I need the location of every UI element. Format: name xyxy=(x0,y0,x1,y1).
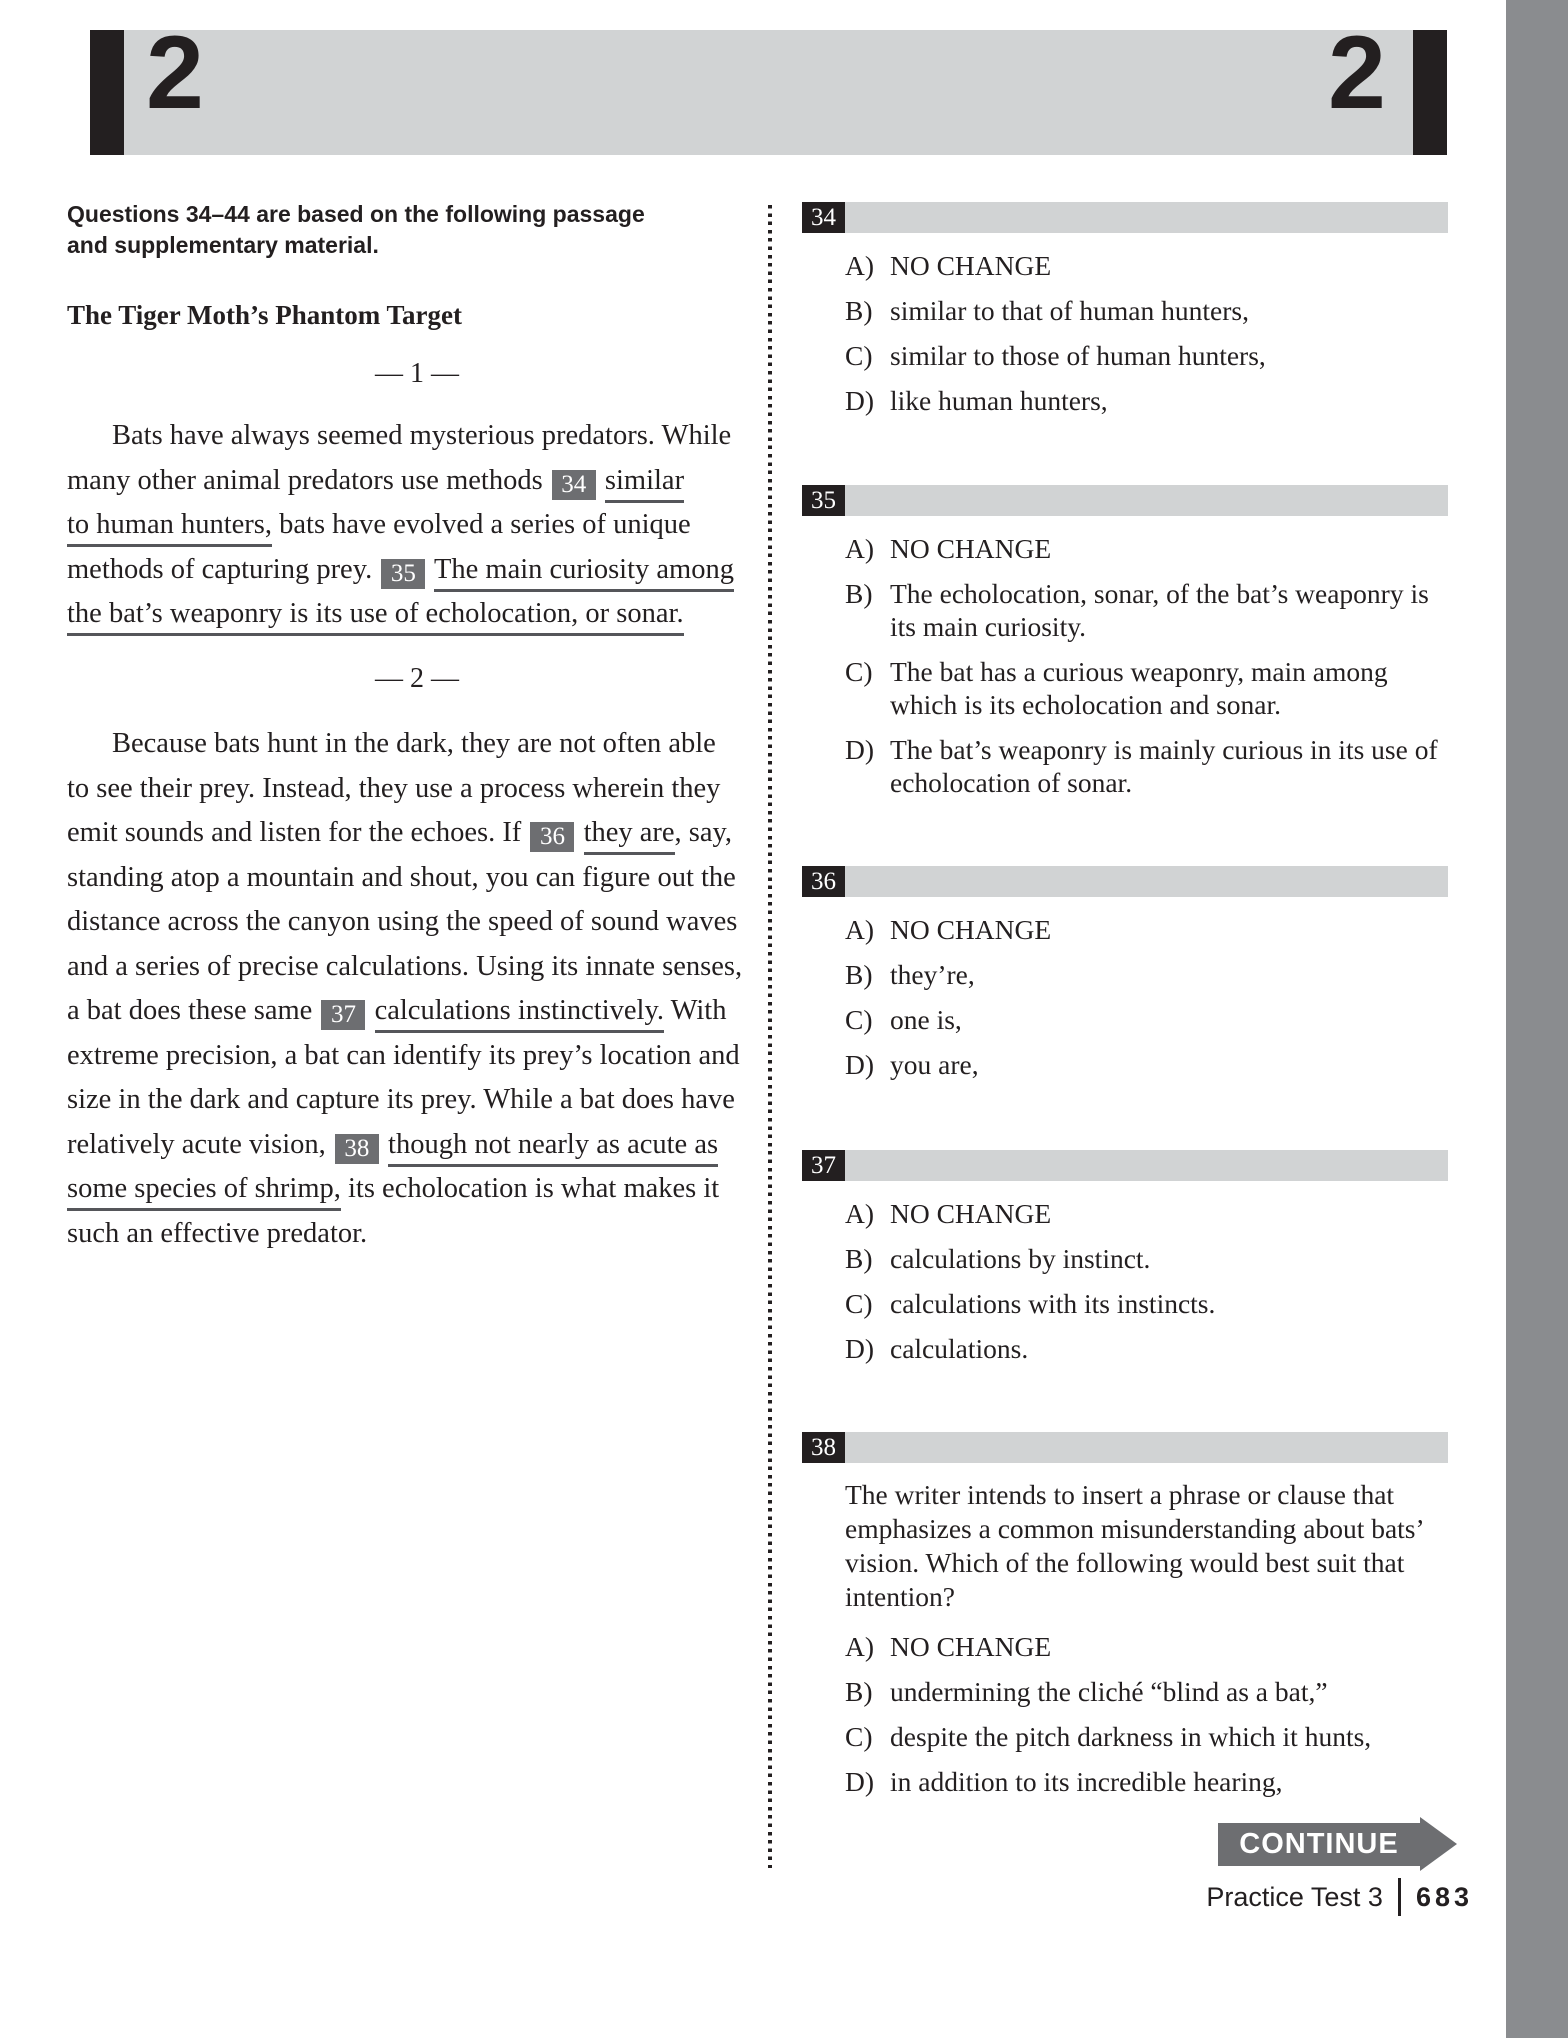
option-d xyxy=(802,733,1448,799)
header-right-black-tab xyxy=(1413,30,1447,155)
inline-question-number-box: 36 xyxy=(530,822,574,852)
option-c xyxy=(802,1003,1448,1036)
option-d xyxy=(802,1048,1448,1081)
option-c xyxy=(802,1287,1448,1320)
underlined-phrase: The main curiosity among xyxy=(434,554,734,592)
passage-line xyxy=(67,592,775,637)
footer-divider xyxy=(1398,1878,1401,1916)
underlined-phrase: the bat’s weaponry is its use of echolocation, or sonar. xyxy=(67,598,684,636)
question-header-bar xyxy=(802,1432,1448,1463)
question-34 xyxy=(802,202,1448,429)
option-text-line: similar to that of human hunters, xyxy=(890,295,1249,326)
option-letter: B) xyxy=(845,959,873,990)
option-text-line: you are, xyxy=(890,1049,979,1080)
option-text-line: echolocation of sonar. xyxy=(890,767,1133,798)
question-header-bar xyxy=(802,1150,1448,1181)
stem-line: vision. Which of the following would best suit that xyxy=(845,1547,1405,1578)
question-number: 35 xyxy=(802,485,845,516)
continue-label: CONTINUE xyxy=(1239,1828,1399,1860)
header-left-black-tab xyxy=(90,30,124,155)
passage-text: bats have evolved a series of unique xyxy=(272,509,691,540)
passage-directions xyxy=(67,199,767,261)
question-36 xyxy=(802,866,1448,1093)
passage-text: a bat does these same xyxy=(67,995,320,1026)
column-divider-dotted xyxy=(768,205,772,1868)
answer-options xyxy=(802,249,1448,417)
section-number-left: 2 xyxy=(146,15,204,131)
option-a xyxy=(802,1630,1448,1663)
stem-line: intention? xyxy=(845,1581,955,1612)
passage-text xyxy=(367,995,374,1026)
section-mark-2: — 2 — xyxy=(375,663,459,694)
question-number: 34 xyxy=(802,202,845,233)
passage-line xyxy=(67,1034,775,1079)
option-text-line: its main curiosity. xyxy=(890,611,1087,642)
passage-text: , say, xyxy=(674,817,733,848)
passage-text: such an effective predator. xyxy=(67,1217,368,1249)
passage-line xyxy=(67,856,775,901)
passage-line xyxy=(67,1078,775,1123)
option-letter: C) xyxy=(845,340,873,371)
section-number-right: 2 xyxy=(1328,15,1386,131)
passage-line xyxy=(67,767,775,812)
option-text-line: despite the pitch darkness in which it hunts, xyxy=(890,1721,1372,1752)
option-letter: A) xyxy=(845,1631,875,1662)
option-a xyxy=(802,913,1448,946)
option-letter: D) xyxy=(845,1333,875,1364)
page-footer xyxy=(1206,1878,1473,1916)
inline-question-number-box: 35 xyxy=(381,559,425,589)
option-text-line: The echolocation, sonar, of the bat’s weaponry is xyxy=(890,578,1429,609)
option-b xyxy=(802,958,1448,991)
passage-line xyxy=(67,811,775,856)
passage-line xyxy=(67,503,775,548)
option-b xyxy=(802,1242,1448,1275)
underlined-phrase: similar xyxy=(605,465,684,503)
passage-line xyxy=(67,989,775,1034)
option-text-line: similar to those of human hunters, xyxy=(890,340,1266,371)
underlined-phrase: though not nearly as acute as xyxy=(388,1129,718,1167)
passage-paragraph-1 xyxy=(67,414,775,637)
continue-button xyxy=(1218,1823,1420,1866)
option-text-line: calculations by instinct. xyxy=(890,1243,1151,1274)
option-letter: C) xyxy=(845,1004,873,1035)
question-38 xyxy=(802,1432,1448,1810)
underlined-phrase: to human hunters, xyxy=(67,509,272,547)
option-letter: B) xyxy=(845,578,873,609)
option-text-line: undermining the cliché “blind as a bat,” xyxy=(890,1676,1328,1707)
question-header-bar xyxy=(802,485,1448,516)
option-text-line: NO CHANGE xyxy=(890,914,1052,945)
passage-paragraph-2 xyxy=(67,722,775,1256)
passage-line xyxy=(67,1167,775,1212)
passage-text: Bats have always seemed mysterious predators. While xyxy=(112,420,732,451)
option-letter: D) xyxy=(845,1049,875,1080)
option-a xyxy=(802,249,1448,282)
option-letter: D) xyxy=(845,1766,875,1797)
option-c xyxy=(802,339,1448,372)
passage-text: distance across the canyon using the speed of sound waves xyxy=(67,906,738,937)
passage-text xyxy=(576,817,583,848)
option-c xyxy=(802,1720,1448,1753)
passage-text: Because bats hunt in the dark, they are not often able xyxy=(112,728,716,759)
option-b xyxy=(802,294,1448,327)
question-number: 36 xyxy=(802,866,845,897)
option-text-line: NO CHANGE xyxy=(890,250,1052,281)
passage-line xyxy=(67,414,775,459)
passage-text: relatively acute vision, xyxy=(67,1128,333,1160)
option-text-line: calculations. xyxy=(890,1333,1029,1364)
stem-line: The writer intends to insert a phrase or clause that xyxy=(845,1479,1395,1510)
passage-line xyxy=(67,945,775,990)
option-a xyxy=(802,532,1448,565)
passage-text: many other animal predators use methods xyxy=(67,464,550,496)
question-number: 38 xyxy=(802,1432,845,1463)
passage-line xyxy=(67,900,775,945)
passage-text: extreme precision, a bat can identify its prey’s location and xyxy=(67,1039,740,1071)
question-37 xyxy=(802,1150,1448,1377)
option-text-line: calculations with its instincts. xyxy=(890,1288,1216,1319)
option-b xyxy=(802,577,1448,643)
option-letter: D) xyxy=(845,734,875,765)
passage-text: and a series of precise calculations. Using its innate senses, xyxy=(67,950,743,982)
option-c xyxy=(802,655,1448,721)
option-letter: A) xyxy=(845,914,875,945)
option-letter: D) xyxy=(845,385,875,416)
question-35 xyxy=(802,485,1448,811)
passage-text: With xyxy=(664,995,727,1026)
answer-options xyxy=(802,1630,1448,1798)
option-text-line: NO CHANGE xyxy=(890,533,1052,564)
option-letter: B) xyxy=(845,1676,873,1707)
underlined-phrase: calculations instinctively. xyxy=(375,995,664,1033)
inline-question-number-box: 38 xyxy=(335,1134,379,1164)
option-d xyxy=(802,384,1448,417)
passage-text: methods of capturing prey. xyxy=(67,553,380,585)
question-number: 37 xyxy=(802,1150,845,1181)
option-text-line: The bat has a curious weaponry, main among xyxy=(890,656,1388,687)
passage-text xyxy=(427,554,434,585)
section-mark-1: — 1 — xyxy=(375,358,459,389)
underlined-phrase: some species of shrimp, xyxy=(67,1173,341,1211)
option-d xyxy=(802,1765,1448,1798)
passage-line xyxy=(67,1212,775,1257)
passage-text xyxy=(381,1129,388,1160)
inline-question-number-box: 34 xyxy=(552,470,596,500)
option-letter: B) xyxy=(845,295,873,326)
question-stem xyxy=(802,1478,1448,1614)
option-letter: C) xyxy=(845,1288,873,1319)
page-number: 683 xyxy=(1415,1881,1473,1912)
practice-test-label: Practice Test 3 xyxy=(1206,1881,1383,1912)
answer-options xyxy=(802,1197,1448,1365)
passage-line xyxy=(67,1123,775,1168)
option-text-line: NO CHANGE xyxy=(890,1198,1052,1229)
option-letter: C) xyxy=(845,1721,873,1752)
option-a xyxy=(802,1197,1448,1230)
option-b xyxy=(802,1675,1448,1708)
underlined-phrase: they are xyxy=(584,817,675,855)
passage-text: size in the dark and capture its prey. While a bat does have xyxy=(67,1084,735,1115)
option-text-line: they’re, xyxy=(890,959,975,990)
option-letter: A) xyxy=(845,250,875,281)
option-text-line: which is its echolocation and sonar. xyxy=(890,689,1282,720)
question-header-bar xyxy=(802,866,1448,897)
passage-text: standing atop a mountain and shout, you can figure out the xyxy=(67,861,736,893)
option-text-line: one is, xyxy=(890,1004,962,1035)
passage-text: its echolocation is what makes it xyxy=(340,1173,720,1204)
option-letter: B) xyxy=(845,1243,873,1274)
continue-arrow-head-icon xyxy=(1420,1817,1457,1871)
option-d xyxy=(802,1332,1448,1365)
passage-text: to see their prey. Instead, they use a process wherein they xyxy=(67,772,721,804)
passage-line xyxy=(67,548,775,593)
section-header-bar xyxy=(104,30,1447,155)
page-edge-strip xyxy=(1506,0,1568,2038)
directions-line-2: and supplementary material. xyxy=(67,232,379,258)
option-letter: A) xyxy=(845,1198,875,1229)
option-letter: A) xyxy=(845,533,875,564)
option-text-line: in addition to its incredible hearing, xyxy=(890,1766,1283,1797)
answer-options xyxy=(802,532,1448,799)
option-text-line: like human hunters, xyxy=(890,385,1108,416)
stem-line: emphasizes a common misunderstanding about bats’ xyxy=(845,1513,1425,1544)
passage-text: emit sounds and listen for the echoes. If xyxy=(67,817,529,848)
question-header-bar xyxy=(802,202,1448,233)
passage-line xyxy=(67,459,775,504)
passage-line xyxy=(67,722,775,767)
option-text-line: NO CHANGE xyxy=(890,1631,1052,1662)
answer-options xyxy=(802,913,1448,1081)
option-text-line: The bat’s weaponry is mainly curious in its use of xyxy=(890,734,1438,765)
passage-text xyxy=(598,465,605,496)
option-letter: C) xyxy=(845,656,873,687)
passage-title: The Tiger Moth’s Phantom Target xyxy=(67,300,463,330)
directions-line-1: Questions 34–44 are based on the following passage xyxy=(67,201,645,227)
inline-question-number-box: 37 xyxy=(321,1000,365,1030)
